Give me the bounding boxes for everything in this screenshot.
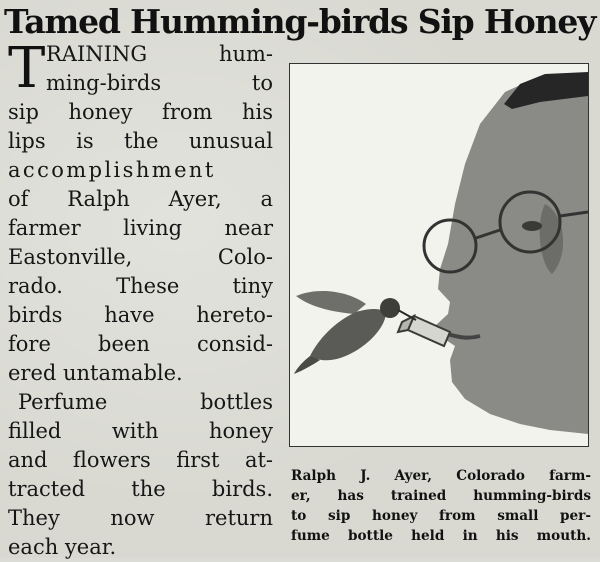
body-line: each year. [8,535,117,559]
body-line: Perfume bottles [18,390,273,414]
body-line: of Ralph Ayer, a [8,187,273,211]
body-line: lips is the unusual [8,129,273,153]
body-line: sip honey from his [8,100,273,124]
drop-cap: T [8,36,46,101]
caption-line: to sip honey from small per- [291,508,591,524]
body-line: ming-birds to [46,71,273,95]
body-line: and flowers first at- [8,448,273,472]
paragraph-2 [8,388,273,562]
body-line: They now return [8,506,273,530]
photo-caption [291,466,591,546]
caption-line: Ralph J. Ayer, Colorado farm- [291,468,591,484]
caption-line: er, has trained humming-birds [291,488,591,504]
article-body [8,36,273,562]
body-line: Eastonville, Colo- [8,245,273,269]
body-line: farmer living near [8,216,273,240]
body-line: birds have hereto- [8,303,273,327]
headline: Tamed Humming-birds Sip Honey [4,2,596,41]
body-line: tracted the birds. [8,477,273,501]
body-line: RAINING hum- [46,42,273,66]
body-line: ered untamable. [8,361,183,385]
caption-line: fume bottle held in his mouth. [291,528,591,544]
body-line: filled with honey [8,419,273,443]
photograph [289,63,589,447]
body-line: fore been consid- [8,332,273,356]
body-line: accomplishment [8,158,216,182]
body-line: rado. These tiny [8,274,273,298]
paragraph-1 [8,36,273,388]
